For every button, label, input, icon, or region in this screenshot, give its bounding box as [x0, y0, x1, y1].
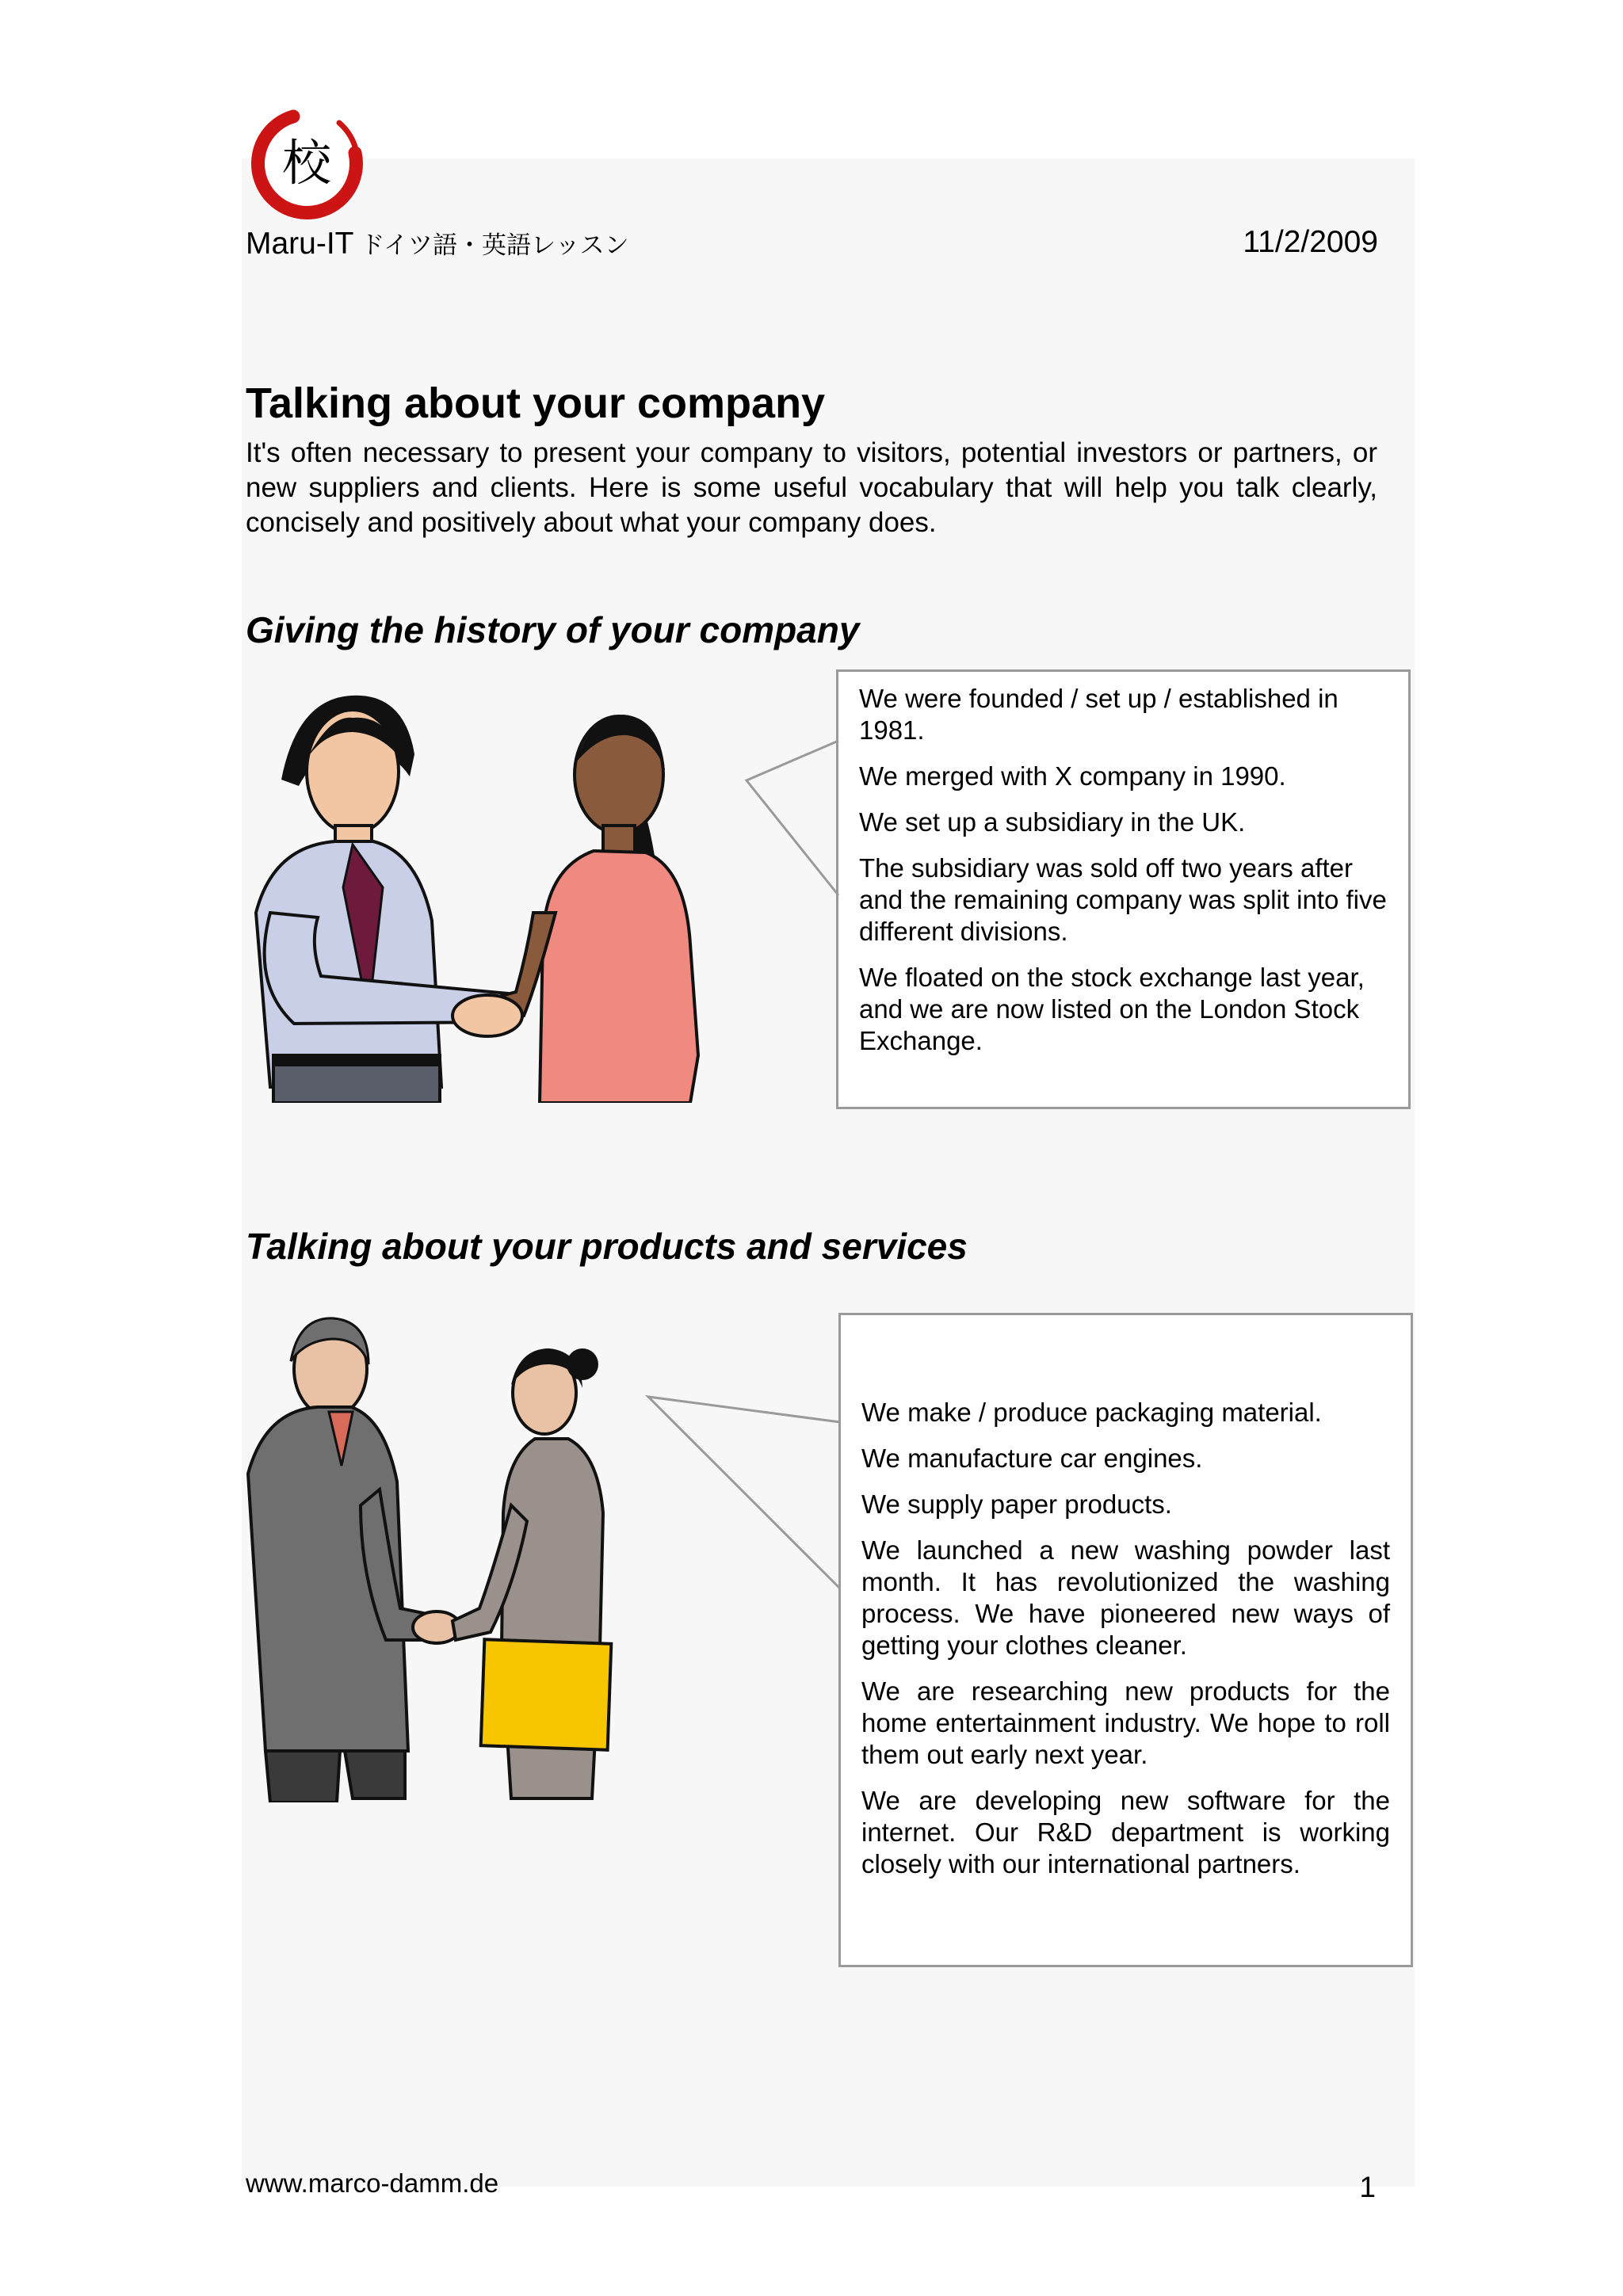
phrase-history-1: We were founded / set up / established in 1981.: [859, 684, 1338, 745]
phrase-history-4: The subsidiary was sold off two years after and the remaining company was split into five different divisions.: [859, 853, 1387, 946]
phrase-products-1: We make / produce packaging material.: [861, 1398, 1322, 1427]
speech-bubble-tail-1: [737, 729, 840, 911]
illustration-handshake-1: [242, 683, 761, 1103]
illustration-handshake-2: [242, 1307, 638, 1802]
section-heading-products: Talking about your products and services: [246, 1226, 968, 1267]
maru-it-logo: [246, 105, 369, 220]
page-title: Talking about your company: [246, 379, 826, 427]
brand-name: Maru-IT: [246, 227, 354, 261]
speech-bubble-products: [838, 1313, 1413, 1967]
page-number: 1: [1359, 2171, 1376, 2203]
phrase-history-5: We floated on the stock exchange last year, and we are now listed on the London Stock Exchange.: [859, 963, 1365, 1055]
phrase-products-4: We launched a new washing powder last month. It has revolutionized the washing process. We have pioneered new ways of getting your clothes cleaner.: [861, 1535, 1390, 1660]
footer-url: www.marco-damm.de: [246, 2168, 499, 2198]
intro-paragraph: It's often necessary to present your company to visitors, potential investors or partners, or new suppliers and clients. Here is some useful vocabulary that will help you talk clearly, concisely and positively about what your company does.: [246, 437, 1377, 538]
section-heading-history: Giving the history of your company: [246, 609, 860, 650]
phrase-products-3: We supply paper products.: [861, 1489, 1172, 1519]
header-date: 11/2/2009: [1243, 225, 1378, 259]
header-brand: [246, 225, 629, 261]
phrase-products-6: We are developing new software for the internet. Our R&D department is working closely with our international partners.: [861, 1786, 1390, 1878]
phrase-history-2: We merged with X company in 1990.: [859, 761, 1286, 791]
speech-bubble-history: [836, 669, 1411, 1109]
phrase-products-5: We are researching new products for the home entertainment industry. We hope to roll them out early next year.: [861, 1676, 1390, 1769]
logo-glyph: 校: [281, 134, 332, 192]
phrase-history-3: We set up a subsidiary in the UK.: [859, 807, 1246, 837]
speech-bubble-tail-2: [642, 1390, 842, 1596]
phrase-products-2: We manufacture car engines.: [861, 1444, 1203, 1473]
brand-japanese: ドイツ語・英語レッスン: [360, 231, 629, 260]
